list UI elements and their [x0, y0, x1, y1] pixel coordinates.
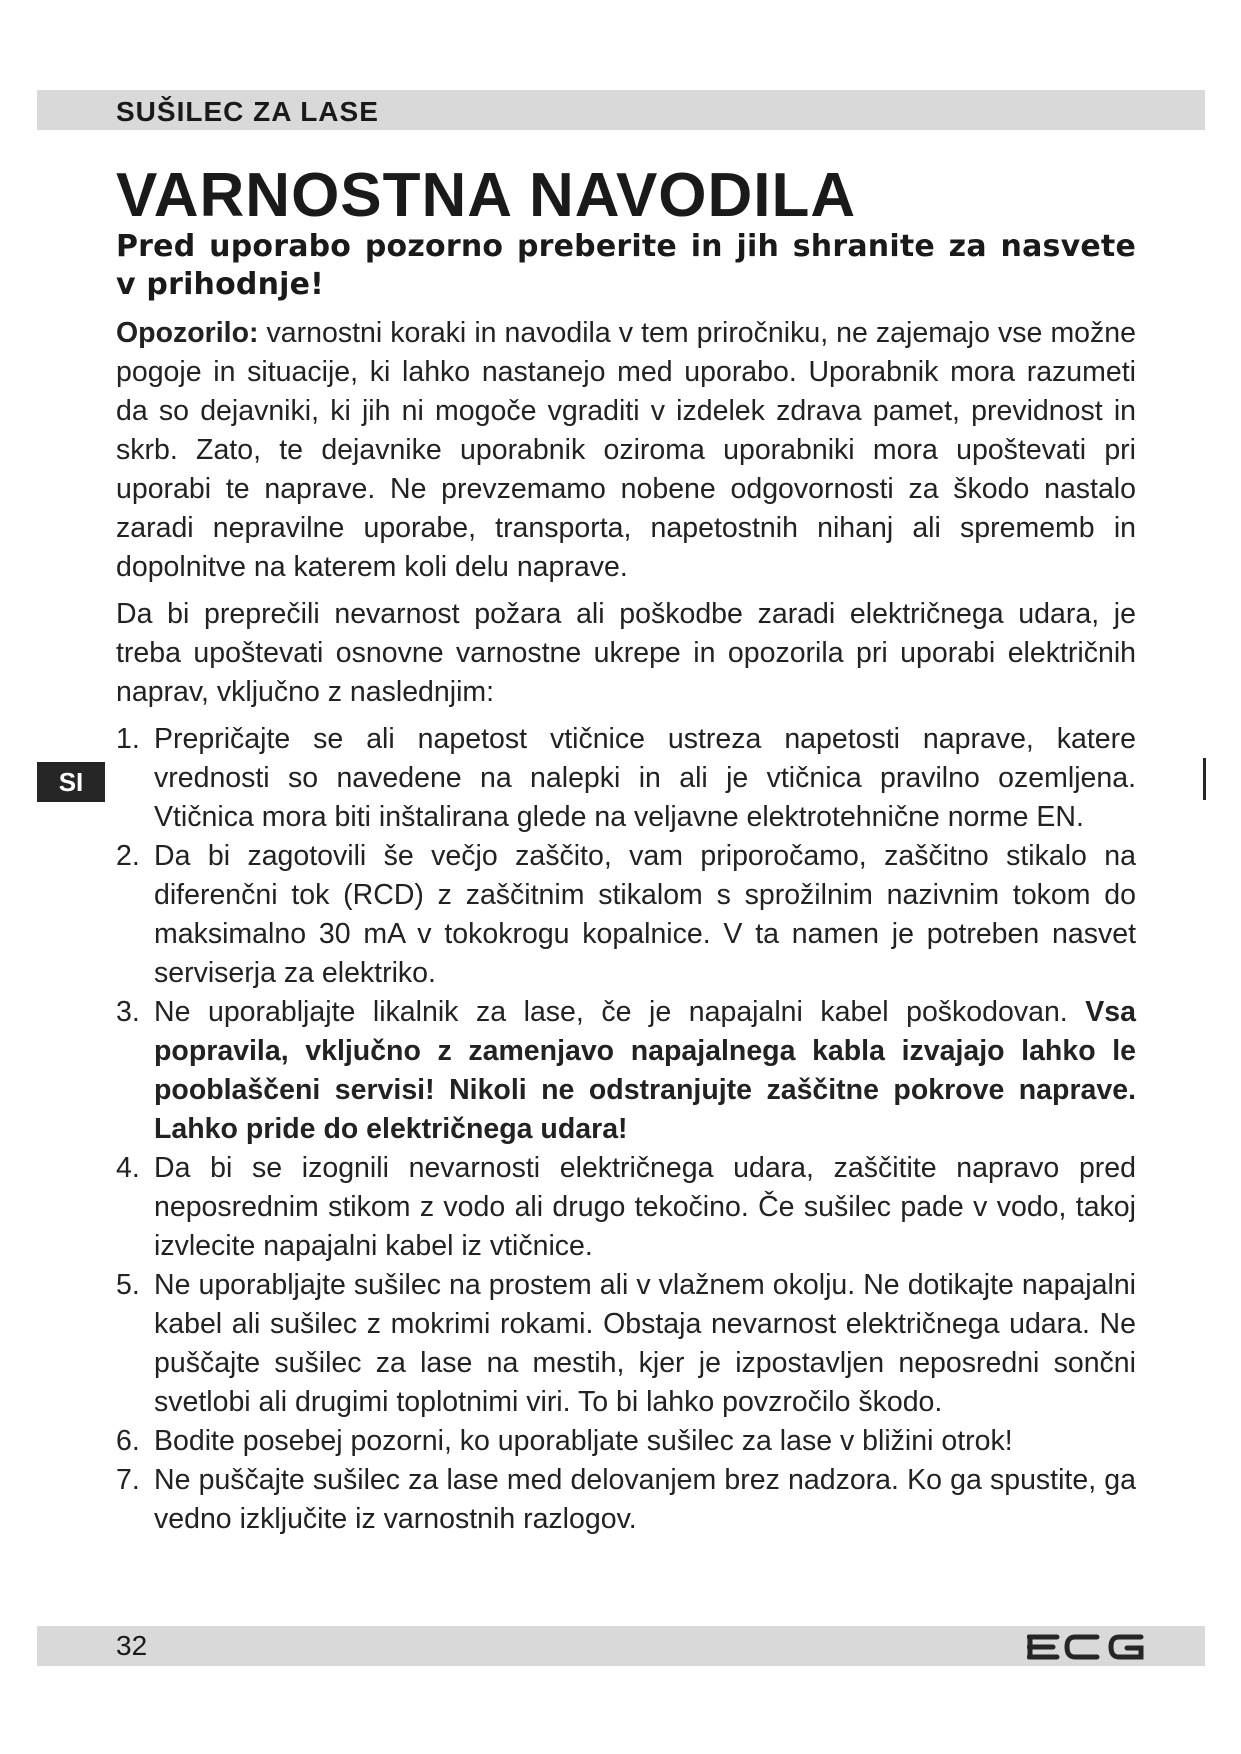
list-item — [116, 837, 1136, 993]
warning-paragraph — [116, 314, 1136, 587]
list-item — [116, 1422, 1136, 1461]
content — [116, 228, 1136, 1539]
list-item — [116, 720, 1136, 837]
list-item — [116, 1266, 1136, 1422]
list-item — [116, 993, 1136, 1149]
item-number: 1. — [116, 723, 140, 755]
language-tab: SI — [37, 762, 105, 802]
item-number: 2. — [116, 840, 140, 872]
item-number: 4. — [116, 1152, 140, 1184]
item-number: 7. — [116, 1464, 140, 1496]
list-item — [116, 1149, 1136, 1266]
item-text: Ne puščajte sušilec za lase med delovanjem brez nadzora. Ko ga spustite, ga vedno izključite iz varnostnih razlogov. — [154, 1464, 1136, 1535]
ecg-logo — [1027, 1634, 1147, 1660]
lead-text: Pred uporabo pozorno preberite in jih shranite za nasvete v prihodnje! — [116, 229, 1136, 302]
warning-text: varnostni koraki in navodila v tem priročniku, ne zajemajo vse možne pogoje in situacije, ki lahko nastanejo med uporabo. Uporabnik mora razumeti da so dejavniki, ki jih ni mogoče vgraditi v izdelek zdrava pamet, previdnost in skrb. Zato, te dejavnike uporabnik oziroma uporabniki mora upoštevati pri uporabi te naprave. Ne prevzemamo nobene odgovornosti za škodo nastalo zaradi nepravilne uporabe, transporta, napetostnih nihanj ali sprememb in dopolnitve na katerem koli delu naprave. — [116, 317, 1136, 583]
item-number: 6. — [116, 1425, 140, 1457]
warning-label: Opozorilo: — [116, 317, 259, 349]
safety-list — [116, 720, 1136, 1539]
item-number: 3. — [116, 996, 140, 1028]
item-number: 5. — [116, 1269, 140, 1301]
footer-band — [37, 1626, 1205, 1666]
item-text: Prepričajte se ali napetost vtičnice ustreza napetosti naprave, katere vrednosti so navedene na nalepki in ali je vtičnica pravilno ozemljena. Vtičnica mora biti inštalirana glede na veljavne elektrotehnične norme EN. — [154, 723, 1136, 833]
item-text: Da bi zagotovili še večjo zaščito, vam priporočamo, zaščitno stikalo na diferenčni tok (RCD) z zaščitnim stikalom s sprožilnim nazivnim tokom do maksimalno 30 mA v tokokrogu kopalnice. V ta namen je potreben nasvet serviserja za elektriko. — [154, 840, 1136, 989]
page-title: VARNOSTNA NAVODILA — [116, 161, 857, 230]
item-text: Bodite posebej pozorni, ko uporabljate sušilec za lase v bližini otrok! — [154, 1425, 1013, 1457]
item-text: Da bi se izognili nevarnosti električnega udara, zaščitite napravo pred neposrednim stikom z vodo ali drugo tekočino. Če sušilec pade v vodo, takoj izvlecite napajalni kabel iz vtičnice. — [154, 1152, 1136, 1262]
header-band — [37, 90, 1205, 130]
page-number: 32 — [116, 1630, 148, 1661]
section-title: SUŠILEC ZA LASE — [116, 96, 379, 127]
list-item — [116, 1461, 1136, 1539]
item-text: Ne uporabljajte likalnik za lase, če je napajalni kabel poškodovan. — [154, 996, 1086, 1028]
margin-mark — [1203, 758, 1206, 800]
item-text: Ne uporabljajte sušilec na prostem ali v vlažnem okolju. Ne dotikajte napajalni kabel ali sušilec z mokrimi rokami. Obstaja nevarnost električnega udara. Ne puščajte sušilec za lase na mestih, kjer je izpostavljen neposredni sončni svetlobi ali drugimi toplotnimi viri. To bi lahko povzročilo škodo. — [154, 1269, 1136, 1418]
intro-paragraph: Da bi preprečili nevarnost požara ali poškodbe zaradi električnega udara, je treba upoštevati osnovne varnostne ukrepe in opozorila pri uporabi električnih naprav, vključno z naslednjim: — [116, 598, 1136, 708]
item-bold-text: Vsa popravila, vključno z zamenjavo napajalnega kabla izvajajo lahko le pooblaščeni servisi! Nikoli ne odstranjujte zaščitne pokrove naprave. Lahko pride do električnega udara! — [154, 996, 1136, 1145]
